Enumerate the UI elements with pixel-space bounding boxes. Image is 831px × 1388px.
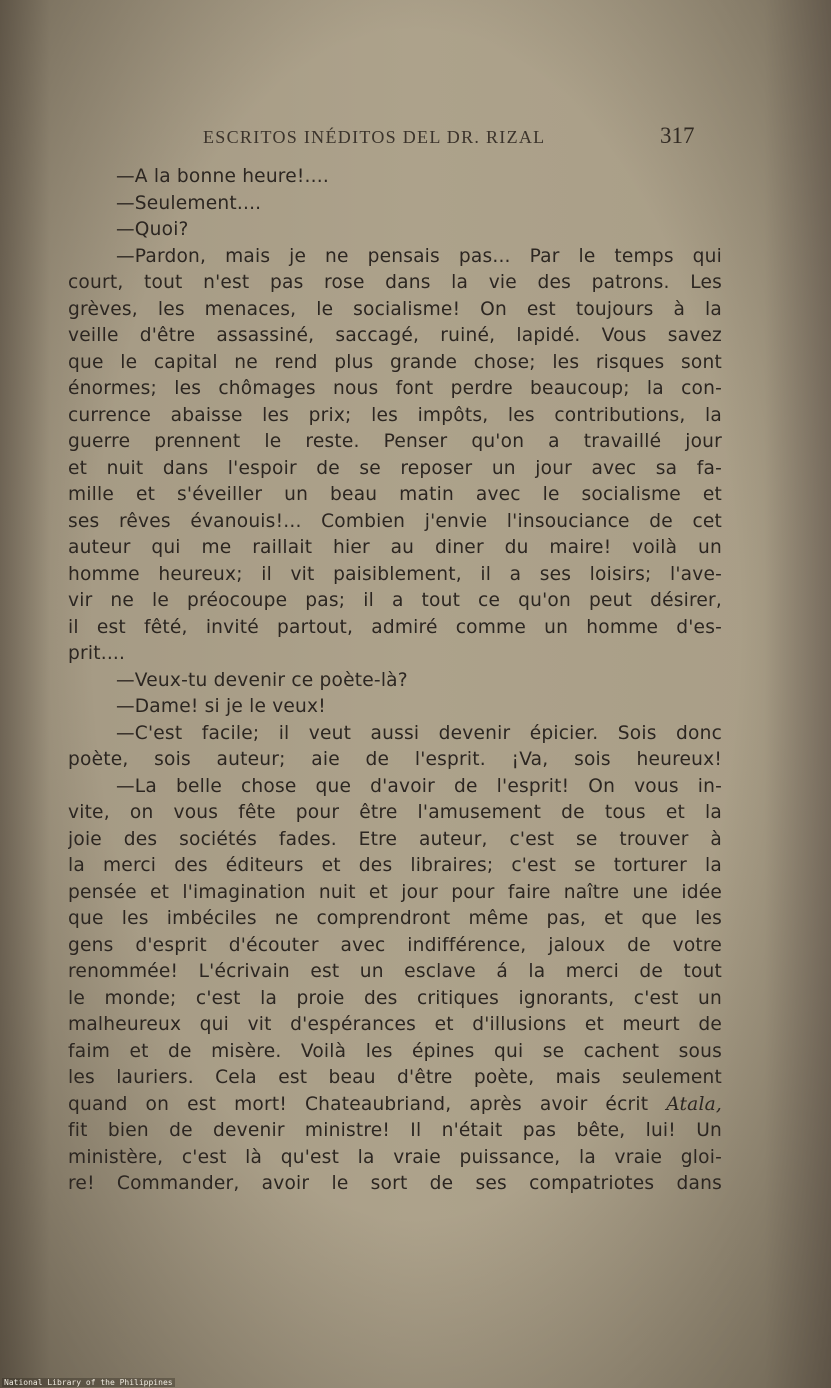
text-line: et nuit dans l'espoir de se reposer un jour avec sa fa- <box>68 457 722 479</box>
text-line: —Quoi? <box>116 219 189 240</box>
text-line: homme heureux; il vit paisiblement, il a ses loisirs; l'ave- <box>68 563 722 585</box>
text-line: quand on est mort! Chateaubriand, après avoir écrit <box>68 1093 649 1115</box>
page-header <box>203 123 703 153</box>
text-line: vite, on vous fête pour être l'amusement de tous et la <box>68 802 722 823</box>
page-number: 317 <box>660 123 695 148</box>
text-line: —Dame! si je le veux! <box>116 696 326 717</box>
italic-title: Atala, <box>666 1093 722 1115</box>
library-credit: National Library of the Philippines <box>4 1378 173 1387</box>
text-line: faim et de misère. Voilà les épines qui se cachent sous <box>68 1040 722 1062</box>
text-line: —Veux-tu devenir ce poète-là? <box>116 669 408 691</box>
text-line: ministère, c'est là qu'est la vraie puissance, la vraie gloi- <box>68 1146 722 1168</box>
text-line: veille d'être assassiné, saccagé, ruiné, lapidé. Vous savez <box>68 325 722 346</box>
text-line: énormes; les chômages nous font perdre beaucoup; la con- <box>68 378 722 399</box>
text-line: renommée! L'écrivain est un esclave á la merci de tout <box>68 961 722 982</box>
text-line: vir ne le préocoupe pas; il a tout ce qu'on peut désirer, <box>68 590 722 611</box>
text-line: le monde; c'est la proie des critiques ignorants, c'est un <box>68 987 722 1009</box>
text-line: que les imbéciles ne comprendront même pas, et que les <box>68 908 722 929</box>
text-line: prit.... <box>68 643 126 664</box>
text-line: re! Commander, avoir le sort de ses compatriotes dans <box>68 1173 722 1194</box>
text-line: —A la bonne heure!.... <box>116 166 329 187</box>
text-line: —C'est facile; il veut aussi devenir épicier. Sois donc <box>116 722 722 744</box>
text-line: il est fêté, invité partout, admiré comme un homme d'es- <box>68 616 722 638</box>
text-line: ses rêves évanouis!... Combien j'envie l'insouciance de cet <box>68 510 722 532</box>
running-title: ESCRITOS INÉDITOS DEL DR. RIZAL <box>203 127 546 147</box>
text-line: pensée et l'imagination nuit et jour pour faire naître une idée <box>68 881 722 903</box>
text-line: malheureux qui vit d'espérances et d'illusions et meurt de <box>68 1014 722 1035</box>
text-line: —Pardon, mais je ne pensais pas... Par le temps qui <box>116 245 722 267</box>
text-line: les lauriers. Cela est beau d'être poète, mais seulement <box>68 1067 722 1088</box>
text-line: guerre prennent le reste. Penser qu'on a travaillé jour <box>68 431 722 452</box>
text-line: grèves, les menaces, le socialisme! On est toujours à la <box>68 298 722 320</box>
text-line: —La belle chose que d'avoir de l'esprit! On vous in- <box>116 775 722 797</box>
text-line-with-italic <box>68 1092 722 1119</box>
text-line: currence abaisse les prix; les impôts, les contributions, la <box>68 404 722 426</box>
text-line: court, tout n'est pas rose dans la vie des patrons. Les <box>68 272 722 293</box>
text-line: gens d'esprit d'écouter avec indifférence, jaloux de votre <box>68 934 722 956</box>
text-line: que le capital ne rend plus grande chose; les risques sont <box>68 351 722 373</box>
text-line: joie des sociétés fades. Etre auteur, c'est se trouver à <box>68 828 722 850</box>
text-line: poète, sois auteur; aie de l'esprit. ¡Va, sois heureux! <box>68 749 722 770</box>
text-line: fit bien de devenir ministre! Il n'était pas bête, lui! Un <box>68 1120 722 1141</box>
text-line: auteur qui me raillait hier au diner du maire! voilà un <box>68 537 722 558</box>
text-line: la merci des éditeurs et des libraires; c'est se torturer la <box>68 855 722 876</box>
text-line: —Seulement.... <box>116 192 262 214</box>
text-line: mille et s'éveiller un beau matin avec le socialisme et <box>68 484 722 505</box>
body-text <box>68 164 722 1198</box>
